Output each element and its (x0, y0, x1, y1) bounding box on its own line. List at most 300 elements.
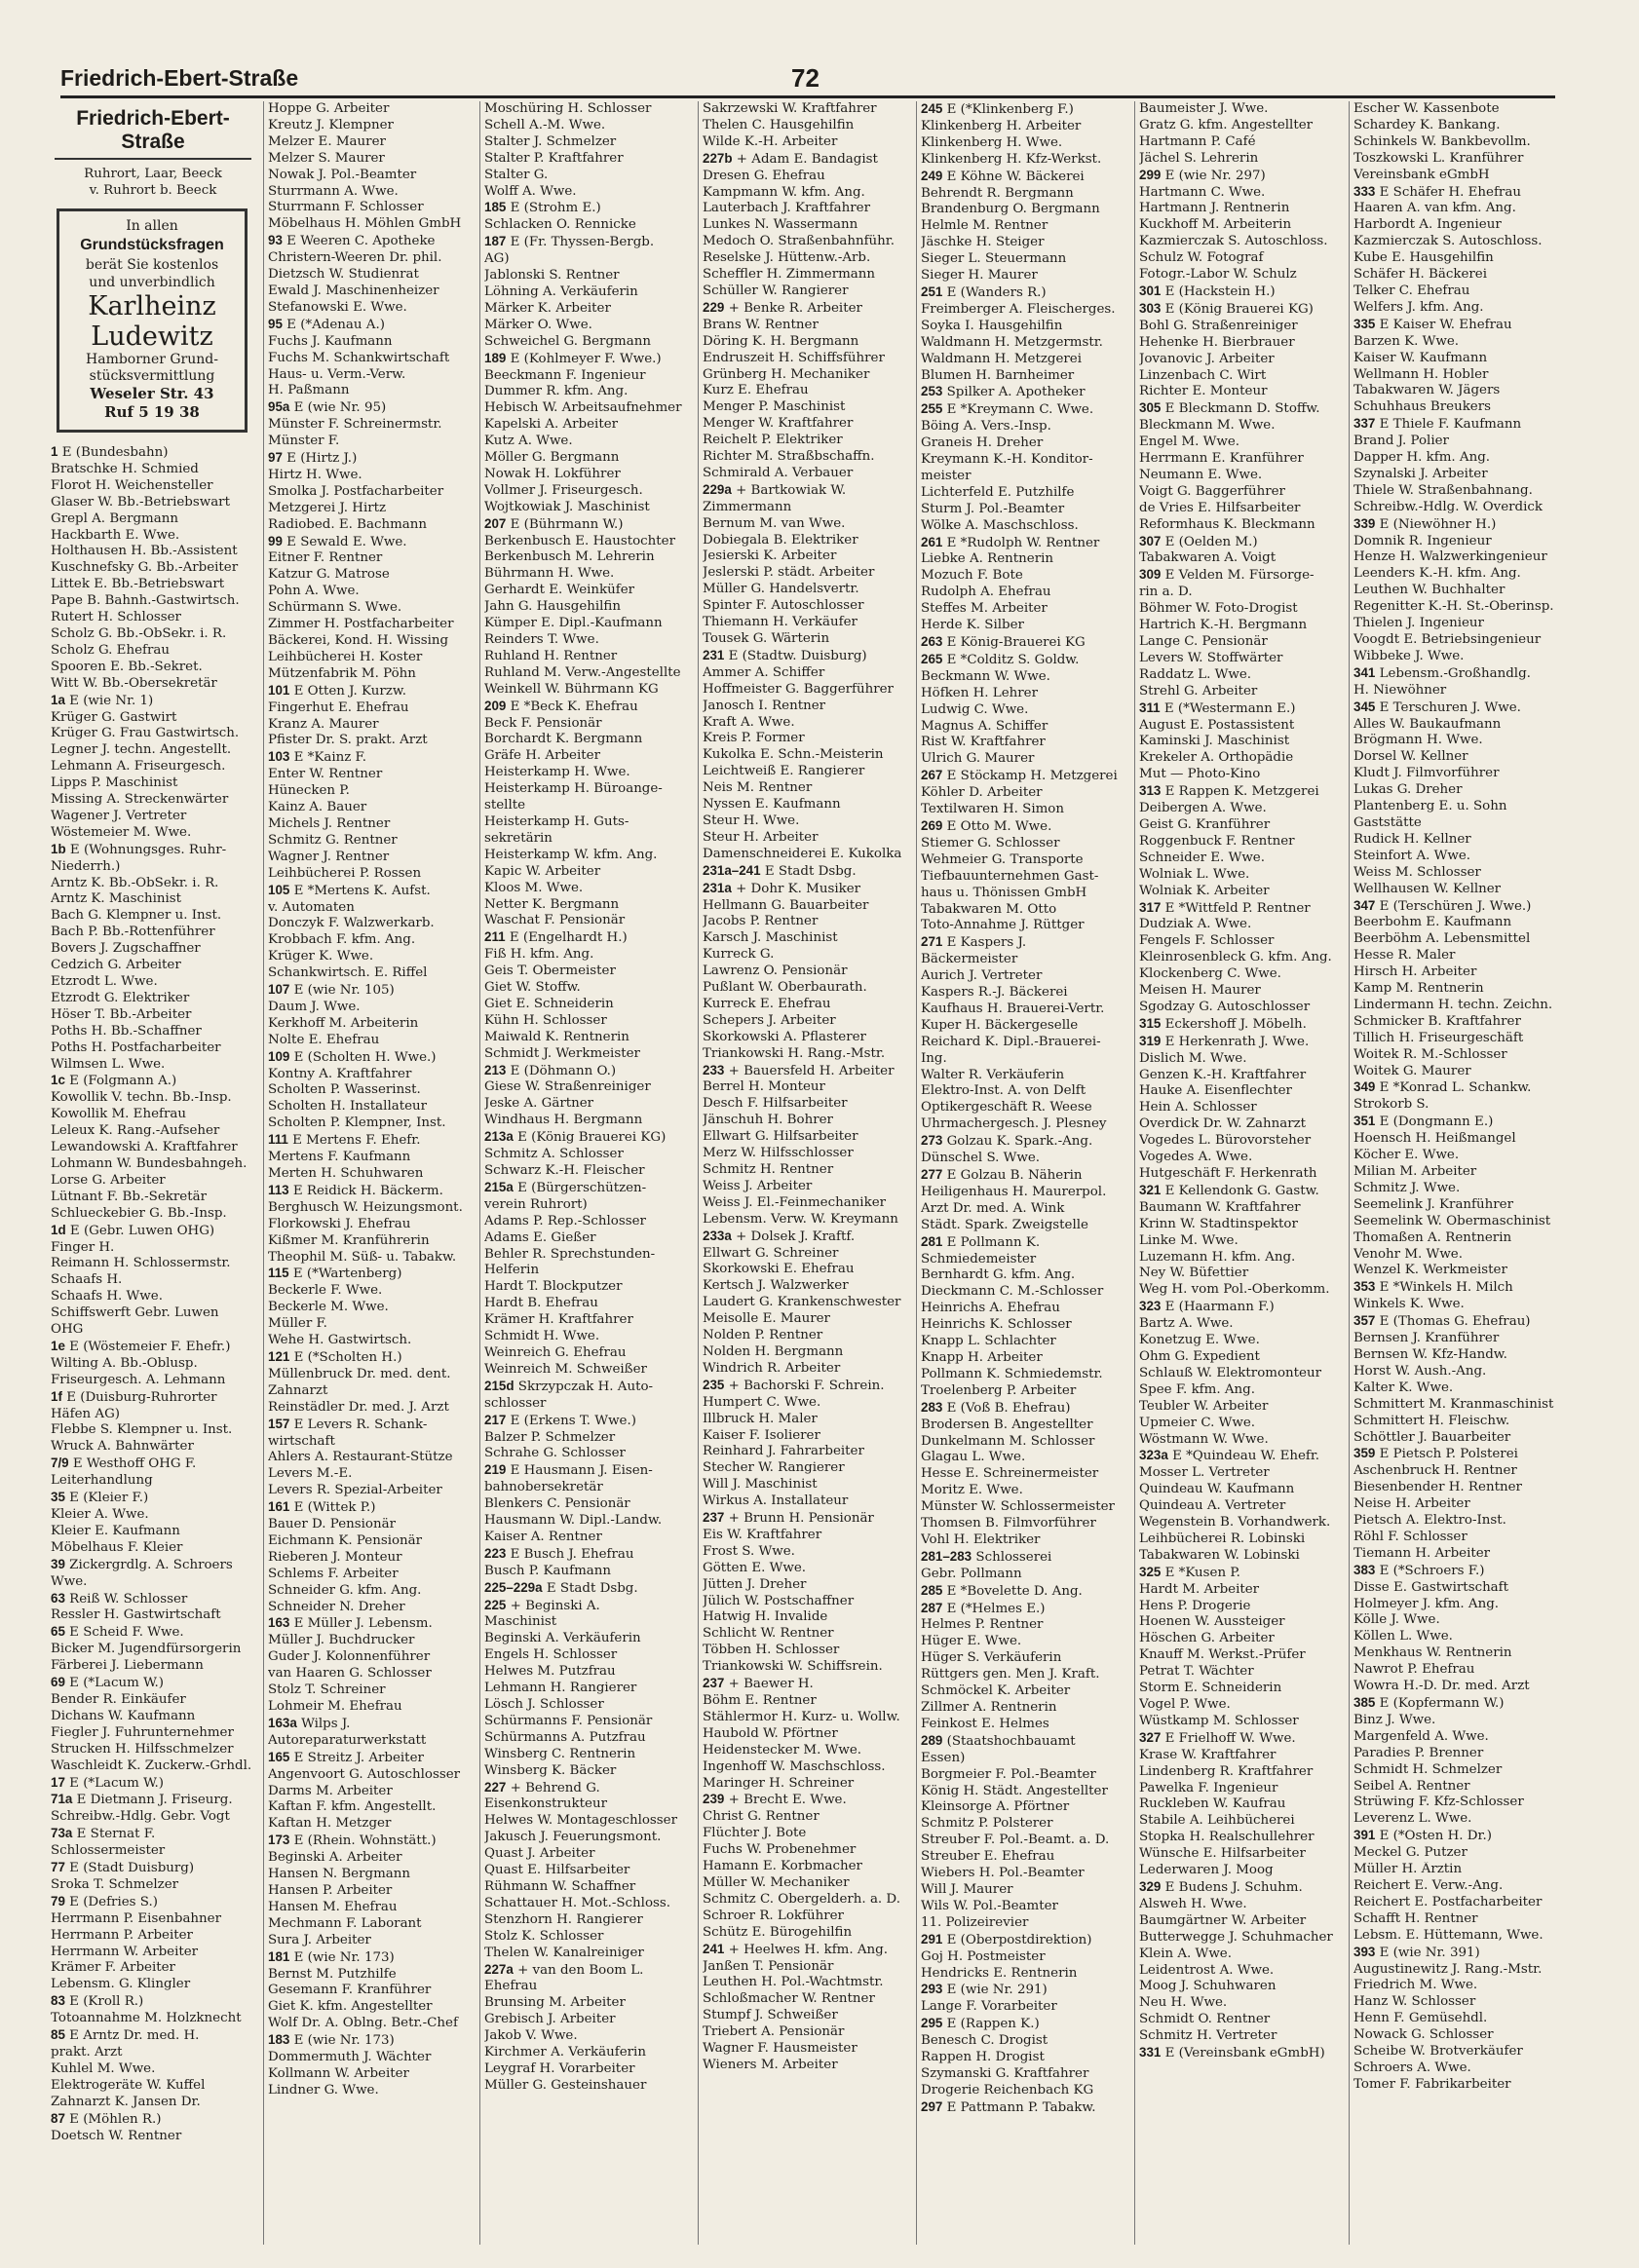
directory-entry (1353, 1779, 1563, 1796)
directory-entry (268, 1367, 477, 1383)
directory-entry (51, 1894, 255, 1911)
directory-entry (1353, 334, 1563, 351)
entry-text: Smolka J. Postfacharbeiter (268, 483, 444, 499)
entry-text: Reimann H. Schlossermstr. (51, 1256, 231, 1271)
entry-text: Neumann E. Wwe. (1139, 467, 1263, 482)
directory-entry (484, 516, 696, 534)
entry-text: Giet W. Stoffw. (484, 980, 581, 996)
directory-entry (921, 2099, 1132, 2117)
entry-text: E (Wittek P.) (293, 1500, 376, 1516)
directory-entry (703, 780, 914, 797)
entry-text: Höschen G. Arbeiter (1139, 1631, 1275, 1646)
directory-entry (268, 250, 477, 267)
entry-text: Jakusch J. Feuerungsmont. (484, 1830, 662, 1845)
house-number: 63 (51, 1590, 65, 1606)
entry-text: Lebensm. Verw. W. Kreymann (703, 1211, 898, 1227)
directory-entry (268, 1300, 477, 1316)
directory-entry (703, 1295, 914, 1311)
entry-text: Müllenbruck Dr. med. dent. (268, 1366, 451, 1381)
entry-text: Domnik R. Ingenieur (1353, 533, 1492, 548)
directory-entry (51, 1742, 255, 1758)
directory-entry (1353, 1845, 1563, 1862)
entry-text: Zickergrdlg. A. Schroers (69, 1557, 233, 1572)
entry-text: Arntz K. Bb.-ObSekr. i. R. (51, 875, 219, 890)
house-number: 353 (1353, 1279, 1376, 1295)
entry-text: Netter K. Bergmann (484, 896, 620, 912)
entry-text: Bratschke H. Schmied (51, 461, 199, 476)
directory-entry (51, 1642, 255, 1658)
directory-entry (51, 759, 255, 775)
directory-entry (268, 1250, 477, 1266)
house-number: 39 (51, 1556, 65, 1571)
directory-entry (1353, 599, 1563, 616)
directory-entry (921, 1915, 1132, 1932)
directory-column-2 (263, 101, 477, 2245)
directory-entry (484, 1413, 696, 1430)
entry-text: Hartmann P. Café (1139, 133, 1256, 149)
entry-text: Bender R. Einkäufer (51, 1691, 186, 1707)
directory-entry (1139, 418, 1347, 435)
entry-text: Strucken H. Hilfsschmelzer (51, 1741, 234, 1757)
house-number: 229 (703, 299, 725, 315)
entry-text: Gaststätte (1353, 814, 1422, 830)
directory-entry (1139, 884, 1347, 900)
entry-text: Metzgerei J. Hirtz (268, 500, 387, 515)
directory-entry (1353, 849, 1563, 865)
entry-text: Jacobs P. Rentner (703, 914, 819, 929)
entry-text: Florot H. Weichensteller (51, 477, 213, 493)
entry-text: E (Bürgerschützen- (517, 1180, 647, 1195)
directory-entry (1353, 284, 1563, 300)
entry-text: Henze H. Walzwerkingenieur (1353, 549, 1547, 565)
directory-entry (1139, 700, 1347, 718)
directory-entry (268, 118, 477, 134)
entry-text: Kaiser A. Rentner (484, 1529, 602, 1544)
directory-entry (1139, 550, 1347, 567)
directory-entry (1353, 616, 1563, 632)
entry-text: Thielen J. Ingenieur (1353, 616, 1484, 631)
entry-text: E (Wöstemeier F. Ehefr.) (69, 1339, 231, 1354)
entry-text: Hauke A. Eisenflechter (1139, 1083, 1292, 1099)
directory-entry (268, 550, 477, 567)
directory-entry (1139, 501, 1347, 517)
entry-text: Benesch C. Drogist (921, 2033, 1048, 2049)
directory-entry (51, 544, 255, 560)
directory-entry (1139, 217, 1347, 234)
entry-text: Kowollik V. techn. Bb.-Insp. (51, 1090, 232, 1106)
directory-entry (51, 1090, 255, 1107)
entry-text: Friseurgesch. A. Lehmann (51, 1372, 226, 1387)
house-number: 1a (51, 692, 65, 707)
entry-text: E Pollmann K. (946, 1234, 1041, 1250)
entry-text: Hansen M. Ehefrau (268, 1899, 398, 1914)
directory-entry (484, 897, 696, 914)
entry-text: Lindermann H. techn. Zeichn. (1353, 997, 1553, 1012)
entry-text: Ohm G. Expedient (1139, 1348, 1260, 1364)
entry-text: Tabakwaren A. Voigt (1139, 550, 1277, 566)
directory-entry (268, 334, 477, 351)
entry-text: E (wie Nr. 297) (1164, 168, 1266, 183)
entry-text: Kollmann W. Arbeiter (268, 2065, 409, 2081)
entry-text: Schattauer H. Mot.-Schloss. (484, 1895, 670, 1910)
entry-text: Vogedes A. Wwe. (1139, 1150, 1253, 1165)
entry-text: Schmidt H. Schmelzer (1353, 1761, 1503, 1777)
directory-entry (703, 318, 914, 334)
entry-text: Thelen W. Kanalreiniger (484, 1945, 644, 1960)
directory-entry (703, 416, 914, 433)
entry-text: E Pietsch P. Polsterei (1379, 1447, 1518, 1462)
directory-entry (703, 997, 914, 1013)
directory-entry (921, 1767, 1132, 1784)
directory-entry (268, 417, 477, 434)
house-number: 95 (268, 316, 283, 331)
entry-text: Fengels F. Schlosser (1139, 933, 1275, 949)
entry-text: E Levers R. Schank- (293, 1417, 428, 1432)
directory-entry (1353, 981, 1563, 998)
directory-entry (268, 534, 477, 551)
entry-text: E (König Brauerei KG) (1164, 301, 1314, 317)
entry-text: Radiobed. E. Bachmann (268, 516, 428, 532)
directory-entry (484, 1896, 696, 1912)
entry-text: Moritz E. Wwe. (921, 1483, 1023, 1498)
entry-text: Köcher E. Wwe. (1353, 1148, 1460, 1163)
directory-entry (921, 852, 1132, 869)
entry-text: Humpert C. Wwe. (703, 1394, 821, 1410)
directory-entry (51, 2027, 255, 2045)
directory-entry (1353, 1480, 1563, 1496)
entry-text: Bohl G. Straßenreiniger (1139, 318, 1298, 333)
entry-text: Poths H. Postfacharbeiter (51, 1040, 221, 1055)
directory-entry (703, 134, 914, 151)
entry-text: Windhaus H. Bergmann (484, 1113, 643, 1128)
entry-text: Lange F. Vorarbeiter (921, 1999, 1057, 2015)
entry-text: Aschenbruck H. Rentner (1353, 1463, 1517, 1479)
directory-entry (703, 1063, 914, 1080)
entry-text: Kaufhaus H. Brauerei-Vertr. (921, 1001, 1105, 1016)
entry-text: Schlicht W. Rentner (703, 1626, 834, 1642)
directory-entry (484, 1863, 696, 1879)
directory-entry (1353, 118, 1563, 134)
directory-entry (51, 1339, 255, 1356)
house-number: 113 (268, 1182, 289, 1197)
directory-entry (703, 1477, 914, 1493)
entry-text: E Reidick H. Bäckerm. (292, 1183, 443, 1198)
directory-entry (1139, 1897, 1347, 1913)
directory-entry (1353, 1629, 1563, 1645)
entry-text: Mertens F. Kaufmann (268, 1150, 411, 1165)
directory-entry (268, 1666, 477, 1682)
entry-text: König H. Städt. Angestellter (921, 1783, 1108, 1798)
entry-text: Sturm J. Pol.-Beamter (921, 501, 1065, 516)
directory-entry (703, 699, 914, 715)
directory-entry (268, 949, 477, 965)
entry-text: Knauff M. Werkst.-Prüfer (1139, 1647, 1306, 1663)
directory-entry (921, 1267, 1132, 1284)
ad-phone: Ruf 5 19 38 (104, 403, 200, 421)
entry-text: Reinhard J. Fahrarbeiter (703, 1444, 864, 1459)
entry-text: E (Niewöhner H.) (1379, 516, 1497, 532)
entry-text: Schinkels W. Bankbevollm. (1353, 133, 1531, 149)
entry-text: Ressler H. Gastwirtschaft (51, 1607, 221, 1623)
entry-text: Münster F. (268, 434, 340, 449)
directory-entry (921, 1450, 1132, 1466)
entry-text: Hehenke H. Bierbrauer (1139, 334, 1295, 350)
directory-entry (703, 367, 914, 384)
directory-entry (921, 1932, 1132, 1949)
entry-text: Desch F. Hilfsarbeiter (703, 1096, 848, 1112)
directory-entry (268, 833, 477, 850)
entry-text: Lauterbach J. Kraftfahrer (703, 201, 870, 216)
directory-entry (703, 1544, 914, 1561)
entry-text: Mützenfabrik M. Pöhn (268, 665, 416, 681)
house-number: 331 (1139, 2045, 1162, 2060)
directory-entry (921, 2033, 1132, 2050)
entry-text: Hausmann W. Dipl.-Landw. (484, 1513, 663, 1529)
directory-entry (1139, 1748, 1347, 1764)
directory-entry (1353, 1945, 1563, 1962)
entry-list (1353, 101, 1563, 2094)
directory-entry (1139, 301, 1347, 319)
house-number: 161 (268, 1499, 290, 1515)
entry-text: Lehmann H. Rangierer (484, 1681, 637, 1696)
entry-text: + Benke R. Arbeiter (728, 300, 862, 316)
entry-text: Hanz W. Schlosser (1353, 1994, 1476, 2010)
directory-entry (921, 352, 1132, 368)
entry-text: Wolniak K. Arbeiter (1139, 883, 1270, 898)
directory-entry (268, 1615, 477, 1633)
entry-text: Schrahe G. Schlosser (484, 1446, 626, 1461)
directory-entry (268, 1417, 477, 1434)
directory-entry (1139, 201, 1347, 217)
entry-text: Hardt M. Arbeiter (1139, 1581, 1260, 1597)
directory-entry (1353, 1928, 1563, 1945)
entry-text: Wehe H. Gastwirtsch. (268, 1333, 412, 1348)
entry-text: Weinreich M. Schweißer (484, 1361, 647, 1377)
directory-entry (1353, 399, 1563, 416)
house-number: 269 (921, 817, 943, 833)
directory-entry (703, 250, 914, 267)
entry-text: Triebert A. Pensionär (703, 2024, 845, 2040)
directory-entry (921, 1866, 1132, 1882)
directory-entry (921, 452, 1132, 469)
entry-text: E (Kohlmeyer F. Wwe.) (510, 351, 662, 366)
directory-entry (484, 118, 696, 134)
directory-entry (1353, 1297, 1563, 1313)
entry-text: Enter W. Rentner (268, 767, 383, 782)
entry-text: Schell A.-M. Wwe. (484, 117, 606, 132)
entry-text: Pohn A. Wwe. (268, 584, 360, 599)
entry-text: Kreymann K.-H. Konditor- (921, 452, 1093, 468)
entry-text: Beckmann W. Wwe. (921, 668, 1050, 684)
directory-entry (484, 1345, 696, 1362)
entry-text: E (wie Nr. 173) (293, 2033, 395, 2049)
directory-entry (921, 1284, 1132, 1301)
entry-text: Dudziak A. Wwe. (1139, 917, 1252, 932)
entry-text: Schürmann S. Wwe. (268, 600, 402, 616)
house-number: 305 (1139, 400, 1162, 416)
directory-entry (484, 384, 696, 400)
directory-column-4 (698, 101, 914, 2245)
directory-entry (703, 1046, 914, 1063)
entry-text: Theophil M. Süß- u. Tabakw. (268, 1249, 457, 1265)
entry-text: Neis M. Rentner (703, 780, 813, 796)
directory-entry (268, 1200, 477, 1217)
entry-text: Skrzypczak H. Auto- (517, 1379, 654, 1394)
entry-text: Dorsel W. Kellner (1353, 749, 1468, 765)
directory-entry (484, 234, 696, 251)
entry-text: Jeske A. Gärtner (484, 1096, 594, 1112)
directory-entry (703, 334, 914, 351)
directory-entry (703, 1975, 914, 1991)
entry-text: Herrmann E. Kranführer (1139, 451, 1304, 467)
directory-entry (1139, 667, 1347, 684)
entry-text: Strüwing F. Kfz-Schlosser (1353, 1795, 1524, 1810)
entry-text: Leleux K. Rang.-Aufseher (51, 1123, 220, 1139)
entry-text: Darms M. Arbeiter (268, 1783, 393, 1798)
directory-entry (268, 216, 477, 233)
entry-text: Bovers J. Zugschaffner (51, 941, 201, 957)
directory-entry (1353, 267, 1563, 284)
entry-list (484, 101, 696, 2095)
entry-text: Jänschuh H. Bohrer (703, 1113, 833, 1128)
directory-entry (921, 1483, 1132, 1499)
entry-text: Schmidt J. Werkmeister (484, 1045, 640, 1061)
directory-entry (268, 151, 477, 168)
house-number: 17 (51, 1774, 65, 1790)
entry-text: Waldmann H. Metzgermstr. (921, 334, 1103, 350)
house-number: 181 (268, 1948, 290, 1964)
entry-text: Hartmann J. Rentnerin (1139, 201, 1290, 216)
entry-text: Kaftan F. kfm. Angestellt. (268, 1799, 437, 1815)
entry-text: Herrmann W. Arbeiter (51, 1944, 199, 1959)
directory-entry (268, 1916, 477, 1933)
directory-entry (1139, 1316, 1347, 1333)
entry-text: Bernsen W. Kfz-Handw. (1353, 1346, 1507, 1362)
entry-text: Liebke A. Rentnerin (921, 551, 1054, 567)
entry-text: Schneider E. Wwe. (1139, 850, 1265, 865)
directory-entry (268, 1799, 477, 1816)
entry-text: Hatwig H. Invalide (703, 1609, 828, 1625)
directory-entry (1139, 168, 1347, 185)
entry-text: Levers M.-E. (268, 1466, 353, 1482)
entry-text: H. Niewöhner (1353, 682, 1447, 698)
advertisement-box (57, 208, 248, 433)
entry-text: Elektrogeräte W. Kuffel (51, 2077, 206, 2093)
directory-entry (1353, 217, 1563, 234)
entry-text: Disse E. Gastwirtschaft (1353, 1579, 1509, 1595)
entry-text: Sakrzewski W. Kraftfahrer (703, 101, 877, 116)
entry-text: Beckerle M. Wwe. (268, 1300, 389, 1315)
directory-entry (484, 483, 696, 500)
directory-entry (1139, 900, 1347, 918)
house-number: 309 (1139, 567, 1162, 583)
entry-text: Bleckmann M. Wwe. (1139, 418, 1276, 434)
house-number: 207 (484, 515, 507, 531)
entry-text: Totoannahme M. Holzknecht (51, 2011, 242, 2026)
entry-text: Ewald J. Maschinenheizer (268, 283, 439, 298)
house-number: 267 (921, 768, 943, 783)
directory-entry (51, 1040, 255, 1057)
entry-text: Dunkelmann M. Schlosser (921, 1433, 1095, 1449)
entry-text: Müller W. Mechaniker (703, 1874, 850, 1890)
entry-text: Hüger E. Wwe. (921, 1634, 1022, 1649)
entry-text: E (Rappen K.) (946, 2017, 1040, 2032)
directory-entry (703, 747, 914, 764)
directory-entry (484, 1879, 696, 1896)
entry-text: + Bachorski F. Schrein. (728, 1378, 885, 1393)
directory-entry (921, 135, 1132, 152)
directory-entry (51, 1373, 255, 1389)
entry-text: E Stöckamp H. Metzgerei (946, 769, 1118, 784)
house-number: 321 (1139, 1182, 1162, 1197)
house-number: 293 (921, 1982, 943, 1997)
entry-text: Leuthen W. Buchhalter (1353, 583, 1506, 598)
directory-entry (1353, 1746, 1563, 1762)
entry-text: Moog J. Schuhwaren (1139, 1979, 1277, 1994)
directory-entry (1353, 683, 1563, 699)
entry-text: Merten H. Schuhwaren (268, 1166, 424, 1181)
directory-entry (1353, 1612, 1563, 1629)
directory-entry (703, 2058, 914, 2074)
directory-entry (921, 634, 1132, 652)
directory-entry (703, 118, 914, 134)
entry-text: Engels H. Schlosser (484, 1647, 618, 1663)
entry-text: Katzur G. Matrose (268, 567, 390, 583)
entry-text: Reichert E. Verw.-Ang. (1353, 1877, 1504, 1893)
directory-entry (703, 1460, 914, 1477)
directory-entry (703, 764, 914, 780)
directory-entry (703, 383, 914, 399)
entry-text: Zahnarzt K. Jansen Dr. (51, 2094, 201, 2109)
directory-entry (703, 1710, 914, 1726)
entry-text: Möbelhaus H. Möhlen GmbH (268, 216, 462, 232)
entry-text: Kainz A. Bauer (268, 800, 367, 815)
entry-text: Lütnant F. Bb.-Sekretär (51, 1189, 207, 1204)
entry-text: Bach P. Bb.-Rottenführer (51, 925, 215, 940)
entry-text: Wagner J. Rentner (268, 849, 390, 864)
house-number: 393 (1353, 1944, 1376, 1959)
directory-entry (1353, 1397, 1563, 1414)
directory-entry (1353, 1762, 1563, 1779)
entry-text: + Baewer H. (728, 1677, 814, 1692)
directory-entry (484, 1430, 696, 1447)
entry-text: Sura J. Arbeiter (268, 1932, 371, 1947)
house-number: 263 (921, 634, 943, 649)
entry-text: Graneis H. Dreher (921, 435, 1044, 451)
entry-text: Berrel H. Monteur (703, 1079, 825, 1095)
entry-text: Ingenhoff W. Maschschloss. (703, 1758, 886, 1774)
directory-entry (1353, 1911, 1563, 1928)
ad-line: berät Sie kostenlos (85, 257, 219, 273)
directory-entry (268, 399, 477, 417)
directory-entry (1139, 1947, 1347, 1963)
entry-text: Kölle J. Wwe. (1353, 1612, 1440, 1628)
entry-text: Schulz W. Fotograf (1139, 250, 1264, 266)
directory-entry (703, 1991, 914, 2008)
entry-text: Seibel A. Rentner (1353, 1778, 1470, 1794)
directory-entry (51, 693, 255, 710)
directory-entry (703, 151, 914, 169)
entry-text: Kleier E. Kaufmann (51, 1523, 180, 1538)
directory-entry (268, 1583, 477, 1600)
entry-text: Möller G. Bergmann (484, 450, 620, 466)
entry-text: Thiemann H. Verkäufer (703, 615, 858, 630)
entry-text: 11. Polizeirevier (921, 1914, 1029, 1930)
street-district: Ruhrort, Laar, Beeck (84, 167, 222, 181)
directory-entry (703, 1743, 914, 1759)
directory-entry (484, 500, 696, 516)
directory-entry (51, 1107, 255, 1123)
